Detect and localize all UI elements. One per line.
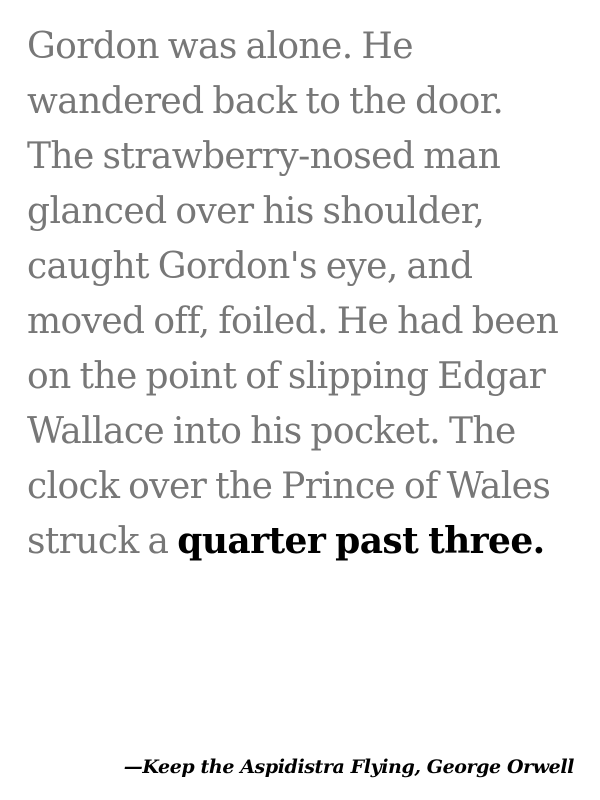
quote-passage [27, 19, 574, 569]
quote-highlight: quarter past three. [177, 520, 545, 562]
quote-text: Gordon was alone. He wandered back to the door. The strawberry-nosed man glanced over his shoulder, caught Gordon's eye, and moved off, foiled. He had been on the point of slipping Edgar Wallace into his pocket. The clock over the Prince of Wales struck a [27, 26, 559, 562]
quote-attribution: —Keep the Aspidistra Flying, George Orwell [123, 756, 574, 778]
